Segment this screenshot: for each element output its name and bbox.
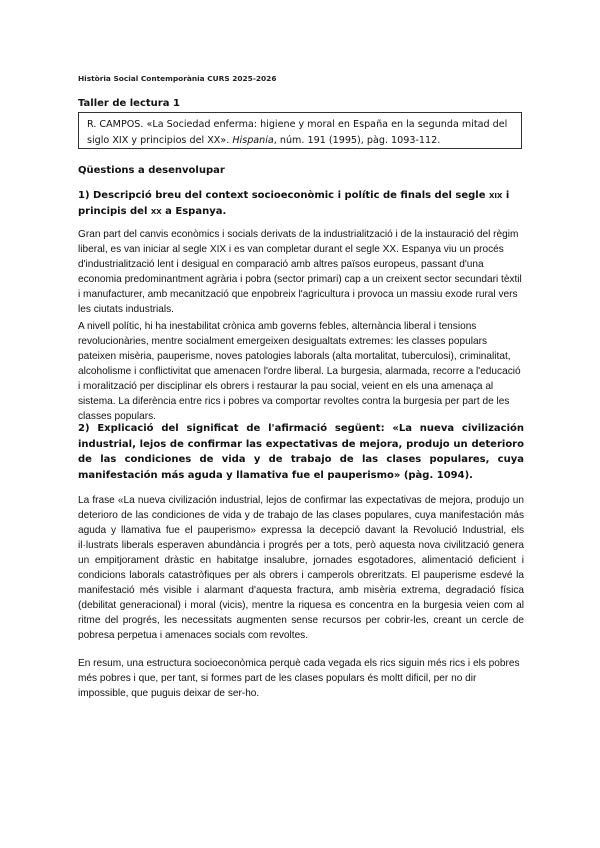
answer-1-paragraph-1: Gran part del canvis econòmics i socials derivats de la industrialització i de la instauració del règim liberal, es van iniciar al segle XIX i es van completar durant el segle XX. Espanya viu un procés d'industrialització lent i desigual en comparació amb altres països europeus, passant d'una economia predominantment agrària i pobra (sector primari) cap a un creixent sector secundari tèxtil i manufacturer, amb mecanització que enpobreix l'agricultura i provoca un massiu exode rural vers les ciutats industrials. [78,229,522,315]
course-header: Història Social Contemporània CURS 2025-2026 [78,74,277,83]
answer-2-paragraph-1: La frase «La nueva civilización industrial, lejos de confirmar las expectativas de mejora, produjo un deterioro de las condiciones de vida y de trabajo de las clases populares, cuya manifestación más aguda y llamativa fue el pauperismo» expressa la decepció davant la Revolució Industrial, els il·lustrats liberals esperaven abundància i progrés per a tots, però aquesta nova civilització genera un empitjorament dràstic en habitatge insalubre, jornades esgotadores, alimentació deficient i condicions laborals catastròfiques per als obrers i camperols obreritzats. El pauperisme esdevé la manifestació més visible i alarmant d'aquesta fractura, amb misèria extrema, degradació física (debilitat generacional) i moral (vicis), mentre la riquesa es concentra en la burgesia veien com al ritme del progrés, les necessitats augmenten sense recursos per cobrir-les, creant un cercle de pobresa perpetua i amenaces socials com revoltes. [78,495,524,641]
question-1 [78,188,524,219]
journal-name: Hispania [232,135,274,146]
century-20: xx [150,205,162,217]
question-2: 2) Explicació del significat de l'afirmació següent: «La nueva civilización industrial, lejos de confirmar las expectativas de mejora, produjo un deterioro de las condiciones de vida y de trabajo de las clases populares, cuya manifestación más aguda y llamativa fue el pauperismo» (pàg. 1094). [78,423,524,481]
answer-2-paragraph-2: En resum, una estructura socioeconòmica perquè cada vegada els rics siguin més rics i els pobres més pobres i que, per tant, si formes part de les clases populars és moltt dificil, per no dir impossible, que puguis deixar de ser-ho. [78,658,520,699]
reference-details: , núm. 191 (1995), pàg. 1093-112. [273,135,441,146]
question-1-end: a Espanya. [161,205,227,217]
reference-box [78,112,522,149]
answer-1-paragraph-2: A nivell polític, hi ha inestabilitat crònica amb governs febles, alternància liberal i tensions revolucionàries, mentre socialment emergeixen desigualtats extremes: les classes populars pateixen misèria, pauperisme, noves patologies laborals (alta mortalitat, tuberculosi), criminalitat, alcoholisme i conflictivitat que amenacen l'ordre liberal. La burgesia, alarmada, recorre a l'educació i moralització per disciplinar els obrers i restaurar la pau social, veient en els una amenaça al sistema. La diferència entre rics i pobres va comportar revoltes contra la burgesia per part de les classes populars. [78,321,521,422]
century-19: xix [489,190,503,201]
question-1-middle: i principis del [78,190,510,217]
workshop-title: Taller de lectura 1 [78,98,180,109]
question-1-text: 1) Descripció breu del context socioeconòmic i polític de finals del segle [78,190,489,201]
reference-text: R. CAMPOS. «La Sociedad enferma: higiene y moral en España en la segunda mitad del siglo XIX y principios del XX». [87,119,508,146]
section-title: Qüestions a desenvolupar [78,165,225,176]
